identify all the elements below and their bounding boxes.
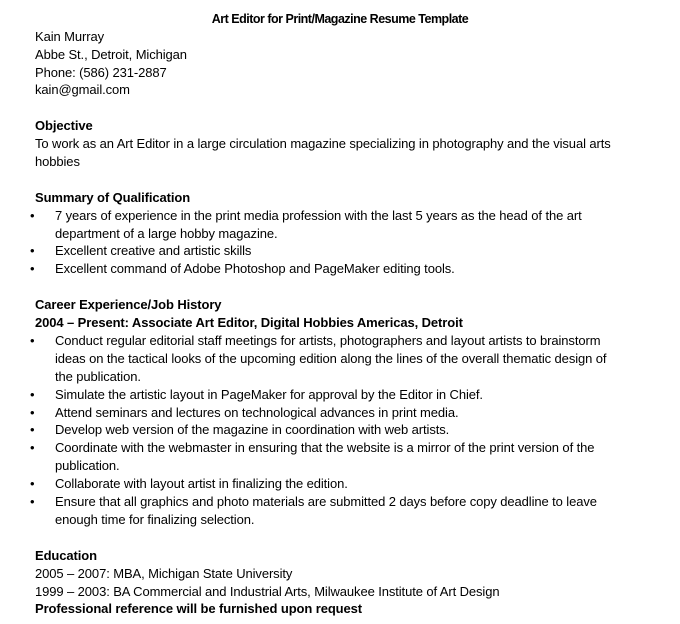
bullet-icon: • [30, 494, 35, 509]
bullet-icon: • [30, 208, 35, 223]
reference-note: Professional reference will be furnished upon request [35, 601, 363, 616]
career-item-line: the publication. [55, 369, 141, 384]
contact-email: kain@gmail.com [35, 82, 130, 97]
objective-text-line: hobbies [35, 154, 80, 169]
career-item-line: ideas on the tactical looks of the upcoming edition along the lines of the overall thematic design of [55, 351, 607, 366]
contact-name: Kain Murray [35, 29, 104, 44]
summary-item-line: Excellent command of Adobe Photoshop and PageMaker editing tools. [55, 261, 455, 276]
career-item-line: Conduct regular editorial staff meetings for artists, photographers and layout artists to brainstorm [55, 333, 601, 348]
document-title: Art Editor for Print/Magazine Resume Template [211, 12, 469, 26]
education-entry: 2005 – 2007: MBA, Michigan State University [35, 566, 293, 581]
education-heading: Education [35, 548, 97, 563]
bullet-icon: • [30, 476, 35, 491]
career-heading: Career Experience/Job History [35, 297, 222, 312]
bullet-icon: • [30, 405, 35, 420]
career-item-line: Coordinate with the webmaster in ensuring that the website is a mirror of the print version of the [55, 440, 595, 455]
summary-item-line: 7 years of experience in the print media profession with the last 5 years as the head of the art [55, 208, 582, 223]
objective-heading: Objective [35, 118, 93, 133]
bullet-icon: • [30, 333, 35, 348]
education-entry: 1999 – 2003: BA Commercial and Industrial Arts, Milwaukee Institute of Art Design [35, 584, 500, 599]
career-item-line: publication. [55, 458, 120, 473]
summary-heading: Summary of Qualification [35, 190, 191, 205]
bullet-icon: • [30, 440, 35, 455]
bullet-icon: • [30, 243, 35, 258]
summary-item-line: department of a large hobby magazine. [55, 226, 278, 241]
contact-address: Abbe St., Detroit, Michigan [35, 47, 187, 62]
career-item-line: enough time for finalizing selection. [55, 512, 255, 527]
bullet-icon: • [30, 261, 35, 276]
objective-text-line: To work as an Art Editor in a large circulation magazine specializing in photography and the visual arts [35, 136, 611, 151]
bullet-icon: • [30, 422, 35, 437]
career-item-line: Attend seminars and lectures on technological advances in print media. [55, 405, 459, 420]
career-item-line: Develop web version of the magazine in coordination with web artists. [55, 422, 450, 437]
career-item-line: Collaborate with layout artist in finalizing the edition. [55, 476, 348, 491]
contact-phone: Phone: (586) 231-2887 [35, 65, 167, 80]
career-item-line: Ensure that all graphics and photo materials are submitted 2 days before copy deadline to leave [55, 494, 597, 509]
job-title: 2004 – Present: Associate Art Editor, Digital Hobbies Americas, Detroit [35, 315, 463, 330]
bullet-icon: • [30, 387, 35, 402]
summary-item-line: Excellent creative and artistic skills [55, 243, 252, 258]
career-item-line: Simulate the artistic layout in PageMaker for approval by the Editor in Chief. [55, 387, 483, 402]
